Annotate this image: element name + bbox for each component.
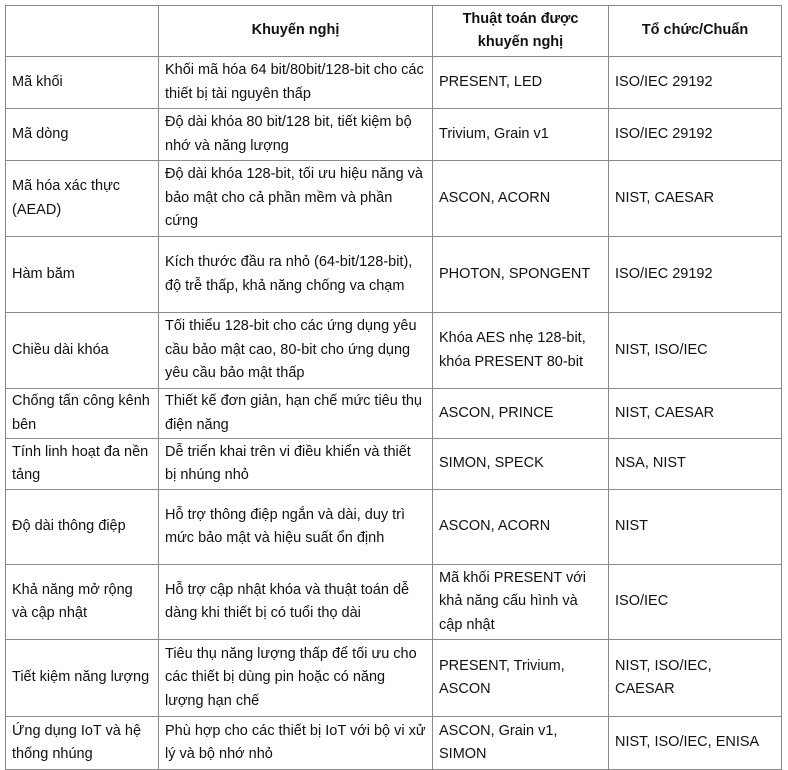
- algorithm-cell: SIMON, SPECK: [433, 439, 609, 490]
- category-cell: Tiết kiệm năng lượng: [6, 640, 159, 717]
- table-row: [6, 717, 782, 770]
- standard-cell: NSA, NIST: [609, 439, 782, 490]
- recommendation-cell: Hỗ trợ thông điệp ngắn và dài, duy trì mức bảo mật và hiệu suất ổn định: [159, 490, 433, 565]
- standard-cell: NIST, CAESAR: [609, 389, 782, 439]
- category-cell: Độ dài thông điệp: [6, 490, 159, 565]
- recommendation-cell: Phù hợp cho các thiết bị IoT với bộ vi xử lý và bộ nhớ nhỏ: [159, 717, 433, 770]
- category-cell: Tính linh hoạt đa nền tảng: [6, 439, 159, 490]
- recommendation-table: [5, 5, 782, 770]
- category-cell: Mã hóa xác thực (AEAD): [6, 161, 159, 237]
- recommendation-cell: Hỗ trợ cập nhật khóa và thuật toán dễ dàng khi thiết bị có tuổi thọ dài: [159, 565, 433, 640]
- category-cell: Hàm băm: [6, 237, 159, 313]
- algorithm-cell: Trivium, Grain v1: [433, 109, 609, 161]
- recommendation-cell: Khối mã hóa 64 bit/80bit/128-bit cho các thiết bị tài nguyên thấp: [159, 57, 433, 109]
- header-row: [6, 6, 782, 57]
- algorithm-cell: Khóa AES nhẹ 128-bit, khóa PRESENT 80-bit: [433, 313, 609, 389]
- recommendation-cell: Kích thước đầu ra nhỏ (64-bit/128-bit), độ trễ thấp, khả năng chống va chạm: [159, 237, 433, 313]
- category-cell: Ứng dụng IoT và hệ thống nhúng: [6, 717, 159, 770]
- table-row: [6, 57, 782, 109]
- table-row: [6, 237, 782, 313]
- table-row: [6, 640, 782, 717]
- recommendation-cell: Tối thiểu 128-bit cho các ứng dụng yêu cầu bảo mật cao, 80-bit cho ứng dụng yêu cầu bảo mật thấp: [159, 313, 433, 389]
- table-row: [6, 565, 782, 640]
- recommendation-cell: Thiết kế đơn giản, hạn chế mức tiêu thụ điện năng: [159, 389, 433, 439]
- table-row: [6, 389, 782, 439]
- algorithm-cell: ASCON, PRINCE: [433, 389, 609, 439]
- table-row: [6, 313, 782, 389]
- recommendation-cell: Dễ triển khai trên vi điều khiển và thiết bị nhúng nhỏ: [159, 439, 433, 490]
- header-cell-standard: Tổ chức/Chuẩn: [609, 6, 782, 57]
- standard-cell: NIST, ISO/IEC: [609, 313, 782, 389]
- category-cell: Chống tấn công kênh bên: [6, 389, 159, 439]
- algorithm-cell: PRESENT, Trivium, ASCON: [433, 640, 609, 717]
- standard-cell: NIST, CAESAR: [609, 161, 782, 237]
- header-cell-category: [6, 6, 159, 57]
- standard-cell: NIST: [609, 490, 782, 565]
- algorithm-cell: ASCON, ACORN: [433, 161, 609, 237]
- algorithm-cell: ASCON, ACORN: [433, 490, 609, 565]
- recommendation-cell: Tiêu thụ năng lượng thấp để tối ưu cho các thiết bị dùng pin hoặc có năng lượng hạn chế: [159, 640, 433, 717]
- category-cell: Mã dòng: [6, 109, 159, 161]
- category-cell: Mã khối: [6, 57, 159, 109]
- recommendation-cell: Độ dài khóa 128-bit, tối ưu hiệu năng và bảo mật cho cả phần mềm và phần cứng: [159, 161, 433, 237]
- table-row: [6, 490, 782, 565]
- table-row: [6, 109, 782, 161]
- table-row: [6, 161, 782, 237]
- standard-cell: ISO/IEC: [609, 565, 782, 640]
- algorithm-cell: PRESENT, LED: [433, 57, 609, 109]
- standard-cell: ISO/IEC 29192: [609, 237, 782, 313]
- table-row: [6, 439, 782, 490]
- algorithm-cell: ASCON, Grain v1, SIMON: [433, 717, 609, 770]
- standard-cell: NIST, ISO/IEC, ENISA: [609, 717, 782, 770]
- header-cell-recommendation: Khuyến nghị: [159, 6, 433, 57]
- standard-cell: NIST, ISO/IEC, CAESAR: [609, 640, 782, 717]
- header-cell-algorithms: Thuật toán được khuyến nghị: [433, 6, 609, 57]
- algorithm-cell: Mã khối PRESENT với khả năng cấu hình và cập nhật: [433, 565, 609, 640]
- standard-cell: ISO/IEC 29192: [609, 57, 782, 109]
- standard-cell: ISO/IEC 29192: [609, 109, 782, 161]
- category-cell: Khả năng mở rộng và cập nhật: [6, 565, 159, 640]
- category-cell: Chiều dài khóa: [6, 313, 159, 389]
- recommendation-cell: Độ dài khóa 80 bit/128 bit, tiết kiệm bộ nhớ và năng lượng: [159, 109, 433, 161]
- algorithm-cell: PHOTON, SPONGENT: [433, 237, 609, 313]
